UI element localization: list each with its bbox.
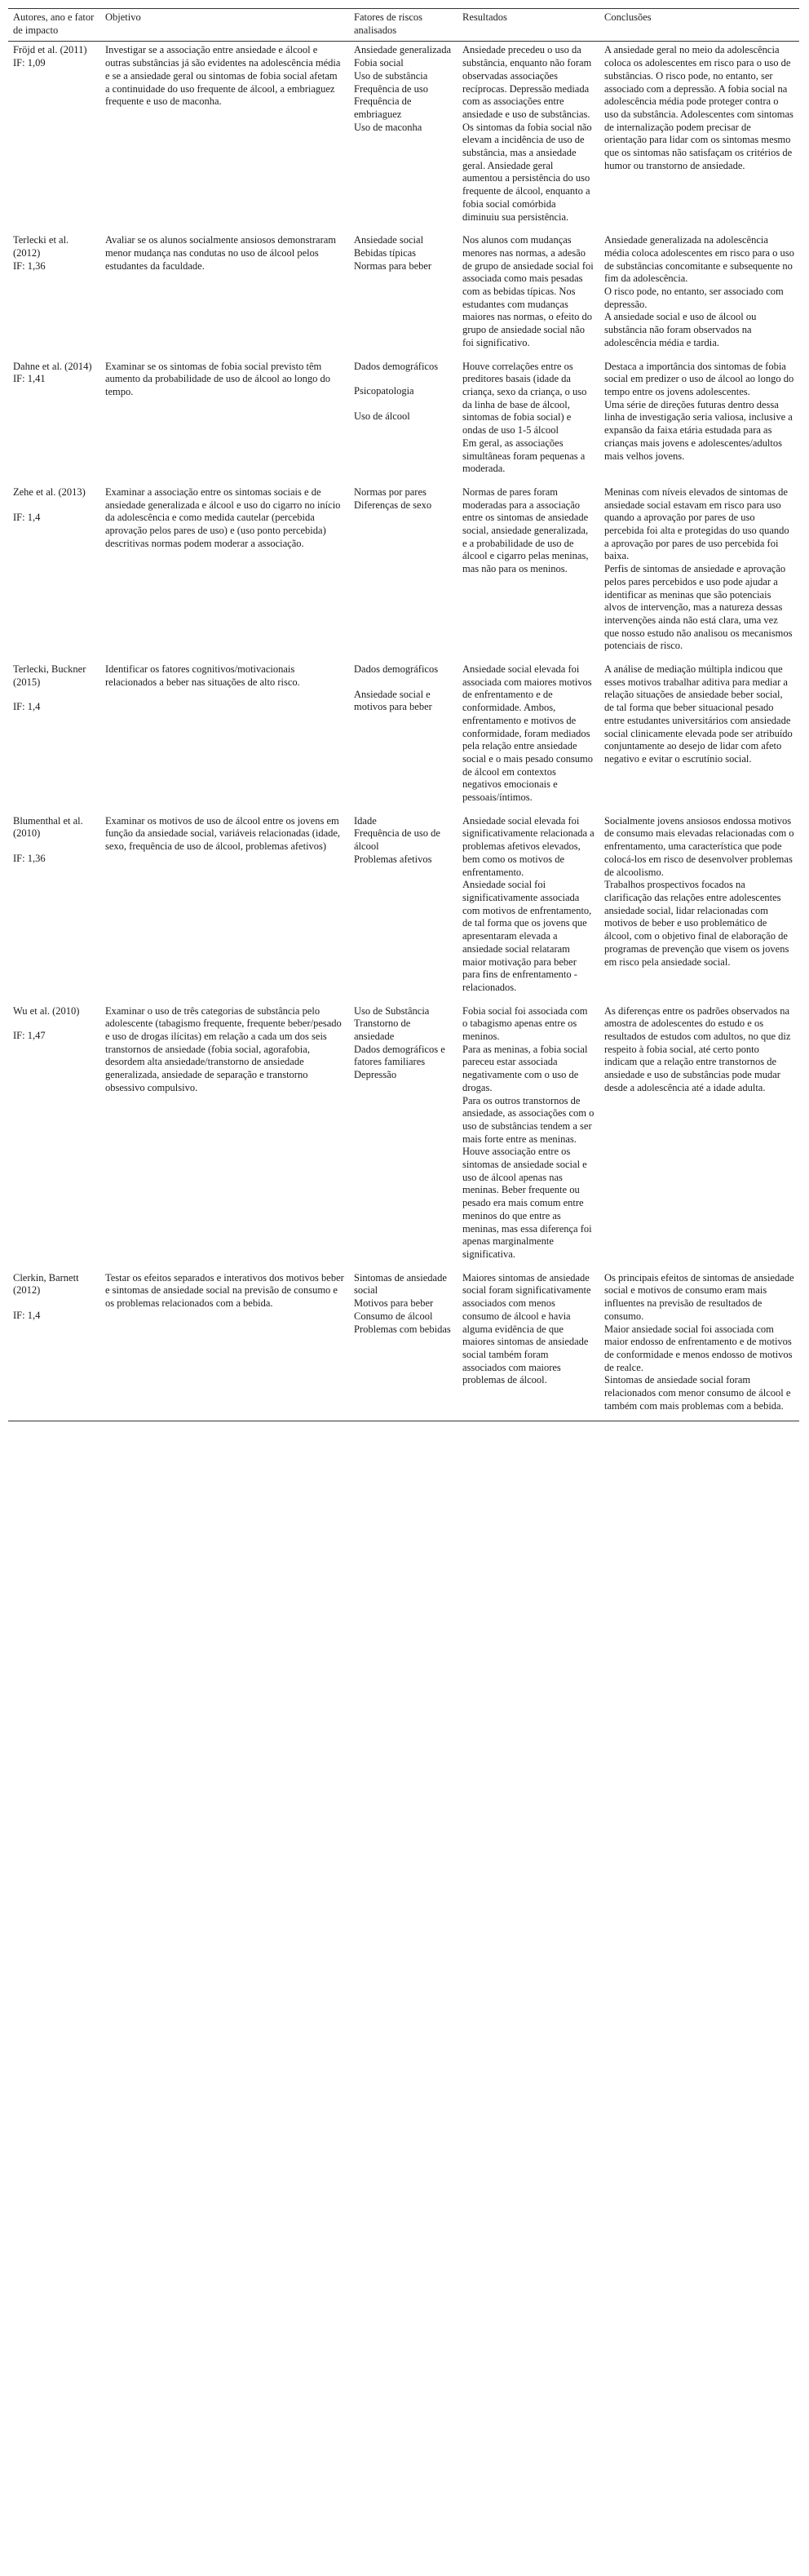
objective-text: Examinar o uso de três categorias de substância pelo adolescente (tabagismo frequente, frequente beber/pesado e uso de drogas ilícitas) em relação a cada um dos seis transtornos de ansiedade (fobia social, agorafobia, desordem alta ansiedade/transtorno de ansiedade generalizada, ansiedade de separação e transtorno obsessivo compulsivo.: [105, 1004, 342, 1093]
conclusions-text: Ansiedade generalizada na adolescência média coloca adolescentes em risco para o uso de substâncias concomitante e subsequente no fim da adolescência. O risco pode, no entanto, ser associado com depressão. A ansiedade social e uso de álcool ou substância não foram observados na adolescência média e tardia.: [604, 234, 794, 348]
cell-results: [458, 484, 599, 661]
cell-results: [458, 1003, 599, 1270]
risk-factor: Dados demográficos: [354, 360, 439, 372]
cell-results: [458, 1270, 599, 1421]
author-line: IF: 1,47: [13, 1030, 46, 1042]
cell-risk-factors: [349, 42, 458, 232]
risk-factor: Diferenças de sexo: [354, 499, 432, 511]
cell-risk-factors: [349, 358, 458, 484]
risk-factor: Transtorno de ansiedade: [354, 1018, 411, 1043]
table-row: [8, 232, 799, 357]
table-row: [8, 1003, 799, 1270]
header-authors: Autores, ano e fator de impacto: [8, 9, 100, 42]
risk-factor: Depressão: [354, 1069, 397, 1081]
cell-risk-factors: [349, 813, 458, 1003]
author-line: IF: 1,36: [13, 259, 46, 272]
author-line: Wu et al. (2010): [13, 1004, 80, 1017]
cell-objective: [100, 358, 349, 484]
risk-factor: Problemas com bebidas: [354, 1323, 451, 1335]
cell-conclusions: [599, 661, 799, 813]
conclusions-text: Os principais efeitos de sintomas de ansiedade social e motivos de consumo eram mais influentes na previsão de resultados de consumo. Maior ansiedade social foi associada com maior endosso de enfrentamento e de motivos de conformidade e menos endosso de motivos de realce. Sintomas de ansiedade social foram relacionados com menor consumo de álcool e também com mais problemas com a bebida.: [604, 1271, 794, 1412]
risk-factor: Uso de maconha: [354, 121, 422, 133]
header-objective: Objetivo: [100, 9, 349, 42]
author-line: Blumenthal et al. (2010): [13, 814, 83, 840]
cell-results: [458, 358, 599, 484]
risk-factor: Sintomas de ansiedade social: [354, 1271, 447, 1297]
cell-authors: [8, 484, 100, 661]
spacer: [13, 689, 95, 701]
objective-text: Examinar a associação entre os sintomas sociais e de ansiedade generalizada e álcool e uso do cigarro no início da adolescência e como medida cautelar (percebida aprovação pelos pares de uso) e (uso ponto percebida) descritivas normas podem moderar a associação.: [105, 485, 341, 549]
cell-results: [458, 813, 599, 1003]
cell-authors: [8, 232, 100, 357]
spacer: [13, 1297, 95, 1310]
results-text: Ansiedade precedeu o uso da substância, enquanto não foram observadas associações recíprocas. Depressão mediada com as associações entre ansiedade e uso de substâncias. Os sintomas da fobia social não elevam a incidência de uso de substância, mas a ansiedade geral. Ansiedade geral aumentou a persistência do uso frequente de álcool, enquanto a fobia social comórbida diminuiu sua persistência.: [462, 44, 592, 223]
risk-factor: Frequência de uso de álcool: [354, 827, 440, 853]
table-row: [8, 358, 799, 484]
risk-factor: Frequência de embriaguez: [354, 95, 412, 120]
risk-factor: Frequência de uso: [354, 82, 428, 95]
risk-factor: Fobia social: [354, 57, 404, 69]
author-line: Terlecki et al. (2012): [13, 234, 69, 259]
author-line: IF: 1,4: [13, 701, 41, 713]
cell-risk-factors: [349, 232, 458, 357]
objective-text: Avaliar se os alunos socialmente ansiosos demonstraram menor mudança nas condutas no uso de álcool pelos estudantes da faculdade.: [105, 234, 337, 272]
risk-factor: Normas para beber: [354, 259, 432, 272]
conclusions-text: As diferenças entre os padrões observados na amostra de adolescentes do estudo e os resultados de estudos com adultos, no que diz respeito à fobia social, até certo ponto indicam que a relação entre transtornos de ansiedade e uso de substâncias pode mudar desde a adolescência até a idade adulta.: [604, 1004, 791, 1093]
spacer: [13, 499, 95, 512]
risk-factor: Ansiedade generalizada: [354, 44, 452, 56]
header-conclusions: Conclusões: [599, 9, 799, 42]
conclusions-text: A ansiedade geral no meio da adolescência coloca os adolescentes em risco para o uso de substâncias. O risco pode, no entanto, ser associado com a depressão. A fobia social na adolescência média pode proteger contra o uso da substância. Adolescentes com sintomas de internalização podem precisar de orientação para lidar com os sintomas mesmo que os sintomas não satisfaçam os critérios de humor ou transtorno de ansiedade.: [604, 44, 794, 171]
risk-factor: Bebidas típicas: [354, 246, 417, 259]
cell-risk-factors: [349, 1270, 458, 1421]
results-text: Maiores sintomas de ansiedade social foram significativamente associados com menos consumo de álcool e havia alguma evidência de que maiores sintomas de ansiedade social também foram associados com maiores problemas de álcool.: [462, 1271, 591, 1386]
cell-conclusions: [599, 1270, 799, 1421]
author-line: Dahne et al. (2014): [13, 360, 92, 372]
table-header: [8, 9, 799, 42]
spacer: [354, 373, 453, 385]
header-results: Resultados: [458, 9, 599, 42]
cell-objective: [100, 1270, 349, 1421]
table-row: [8, 661, 799, 813]
table-row: [8, 1270, 799, 1421]
conclusions-text: Meninas com níveis elevados de sintomas de ansiedade social estavam em risco para uso quando a aprovação por pares de uso percebida foi alta e protegidas do uso quando a aprovação por pares de uso percebida foi baixa. Perfis de sintomas de ansiedade e aprovação pelos pares percebidos e uso pode ajudar a identificar as meninas que são potenciais alvos de intervenção, mas a natureza dessas intervenções ainda não está clara, uma vez que nosso estudo não analisou os mecanismos potenciais de risco.: [604, 485, 793, 652]
objective-text: Testar os efeitos separados e interativos dos motivos beber e sintomas de ansiedade social na previsão de consumo e os problemas relacionados com a bebida.: [105, 1271, 344, 1310]
cell-conclusions: [599, 1003, 799, 1270]
risk-factor: Uso de Substância: [354, 1004, 430, 1017]
cell-objective: [100, 1003, 349, 1270]
cell-conclusions: [599, 358, 799, 484]
cell-objective: [100, 661, 349, 813]
author-line: Zehe et al. (2013): [13, 485, 86, 498]
risk-factor: Ansiedade social: [354, 234, 424, 246]
results-text: Nos alunos com mudanças menores nas normas, a adesão de grupo de ansiedade social foi associada como mais pesadas com as bebidas típicas. Nos estudantes com mudanças maiores nas normas, o efeito do grupo de ansiedade social não foi significativo.: [462, 234, 594, 348]
cell-conclusions: [599, 42, 799, 232]
table-body: [8, 42, 799, 1421]
objective-text: Examinar se os sintomas de fobia social previsto têm aumento da probabilidade de uso de álcool ao longo do tempo.: [105, 360, 330, 397]
cell-conclusions: [599, 484, 799, 661]
table-row: [8, 484, 799, 661]
risk-factor: Normas por pares: [354, 485, 427, 498]
results-text: Ansiedade social elevada foi significativamente relacionada a problemas afetivos elevados, bem como os motivos de enfrentamento. Ansiedade social foi significativamente associada com motivos de enfrentamento, de tal forma que os jovens que apresentaram elevada a ansiedade social relataram maior motivação para beber para fins de enfrentamento - relacionados.: [462, 814, 595, 993]
cell-authors: [8, 813, 100, 1003]
author-line: IF: 1,36: [13, 853, 46, 865]
objective-text: Examinar os motivos de uso de álcool entre os jovens em função da ansiedade social, variáveis relacionadas (idade, sexo, frequência de uso de álcool, problemas afetivos): [105, 814, 341, 853]
conclusions-text: A análise de mediação múltipla indicou que esses motivos trabalhar aditiva para mediar a relação situações de ansiedade beber social, de tal forma que beber situacional pesado entre estudantes universitários com ansiedade social clinicamente elevada pode ser atribuído conjuntamente ao desejo de lidar com afeto negativo e evitar o escrutínio social.: [604, 663, 793, 765]
results-text: Normas de pares foram moderadas para a associação entre os sintomas de ansiedade social, ansiedade generalizada, e a probabilidade de uso de álcool e cigarro pelas meninas, mas não para os meninos.: [462, 485, 589, 575]
cell-objective: [100, 813, 349, 1003]
table-row: [8, 813, 799, 1003]
cell-authors: [8, 661, 100, 813]
risk-factor: Uso de álcool: [354, 410, 410, 422]
cell-conclusions: [599, 232, 799, 357]
cell-authors: [8, 42, 100, 232]
results-text: Fobia social foi associada com o tabagismo apenas entre os meninos. Para as meninas, a fobia social pareceu estar associada negativamente com o uso de drogas. Para os outros transtornos de ansiedade, as associações com o uso de substâncias tendem a ser mais forte entre as meninas. Houve associação entre os sintomas de ansiedade social e uso de álcool apenas nas meninas. Beber frequente ou pesado era mais comum entre meninos do que entre as meninas, mas essa diferença foi apenas marginalmente significativa.: [462, 1004, 595, 1260]
author-line: Terlecki, Buckner (2015): [13, 663, 86, 688]
conclusions-text: Destaca a importância dos sintomas de fobia social em predizer o uso de álcool ao longo do tempo entre os jovens adolescentes. Uma série de direções futuras dentro dessa linha de investigação seria valiosa, inclusive a expansão da faixa etária estudada para as crianças mais jovens e adolescentes/adultos mais velhos jovens.: [604, 360, 794, 462]
results-text: Houve correlações entre os preditores basais (idade da criança, sexo da criança, o uso da linha de base de álcool, sintomas de fobia social) e ondas de uso 1-5 álcool Em geral, as associações simultâneas foram pequenas a moderada.: [462, 360, 587, 475]
author-line: IF: 1,4: [13, 511, 41, 523]
cell-risk-factors: [349, 484, 458, 661]
cell-results: [458, 42, 599, 232]
spacer: [13, 1018, 95, 1030]
risk-factor: Uso de substância: [354, 69, 428, 82]
author-line: IF: 1,09: [13, 57, 46, 69]
results-text: Ansiedade social elevada foi associada com maiores motivos de enfrentamento e de conformidade. Ambos, enfrentamento e motivos de conformidade, foram mediados pela relação entre ansiedade social e o mais pesado consumo de álcool em contextos negativos emocionais e pessoais/íntimos.: [462, 663, 594, 804]
risk-factor: Dados demográficos: [354, 663, 439, 676]
cell-authors: [8, 358, 100, 484]
cell-results: [458, 232, 599, 357]
risk-factor: Psicopatologia: [354, 385, 414, 397]
cell-authors: [8, 1003, 100, 1270]
objective-text: Investigar se a associação entre ansiedade e álcool e outras substâncias já são evidentes na adolescência média e se a ansiedade geral ou sintomas de fobia social afetam a continuidade do uso frequente de álcool, a embriaguez frequente e uso de maconha.: [105, 44, 341, 108]
risk-factor: Problemas afetivos: [354, 853, 432, 865]
risk-factor: Motivos para beber: [354, 1297, 434, 1310]
review-table: [8, 8, 799, 1421]
objective-text: Identificar os fatores cognitivos/motivacionais relacionados a beber nas situações de alto risco.: [105, 663, 300, 688]
spacer: [354, 398, 453, 410]
header-risk-factors: Fatores de riscos analisados: [349, 9, 458, 42]
conclusions-text: Socialmente jovens ansiosos endossa motivos de consumo mais elevadas relacionadas com o enfrentamento, uma característica que pode colocá-los em risco de desenvolver problemas de alcoolismo. Trabalhos prospectivos focados na clarificação das relações entre adolescentes ansiedade social, lidar relacionadas com motivos de beber e uso problemático de álcool, com o objetivo final de elaboração de programas de prevenção que visem os jovens em risco pela ansiedade social.: [604, 814, 794, 968]
spacer: [354, 676, 453, 689]
cell-conclusions: [599, 813, 799, 1003]
risk-factor: Idade: [354, 814, 377, 827]
header-row: [8, 9, 799, 42]
author-line: IF: 1,4: [13, 1310, 41, 1322]
cell-results: [458, 661, 599, 813]
author-line: Clerkin, Barnett (2012): [13, 1271, 79, 1297]
author-line: Fröjd et al. (2011): [13, 44, 87, 56]
cell-objective: [100, 484, 349, 661]
author-line: IF: 1,41: [13, 373, 46, 385]
table-row: [8, 42, 799, 232]
cell-objective: [100, 232, 349, 357]
spacer: [13, 840, 95, 853]
risk-factor: Consumo de álcool: [354, 1310, 433, 1322]
risk-factor: Dados demográficos e fatores familiares: [354, 1043, 445, 1068]
risk-factor: Ansiedade social e motivos para beber: [354, 688, 432, 713]
cell-risk-factors: [349, 1003, 458, 1270]
cell-objective: [100, 42, 349, 232]
cell-authors: [8, 1270, 100, 1421]
cell-risk-factors: [349, 661, 458, 813]
